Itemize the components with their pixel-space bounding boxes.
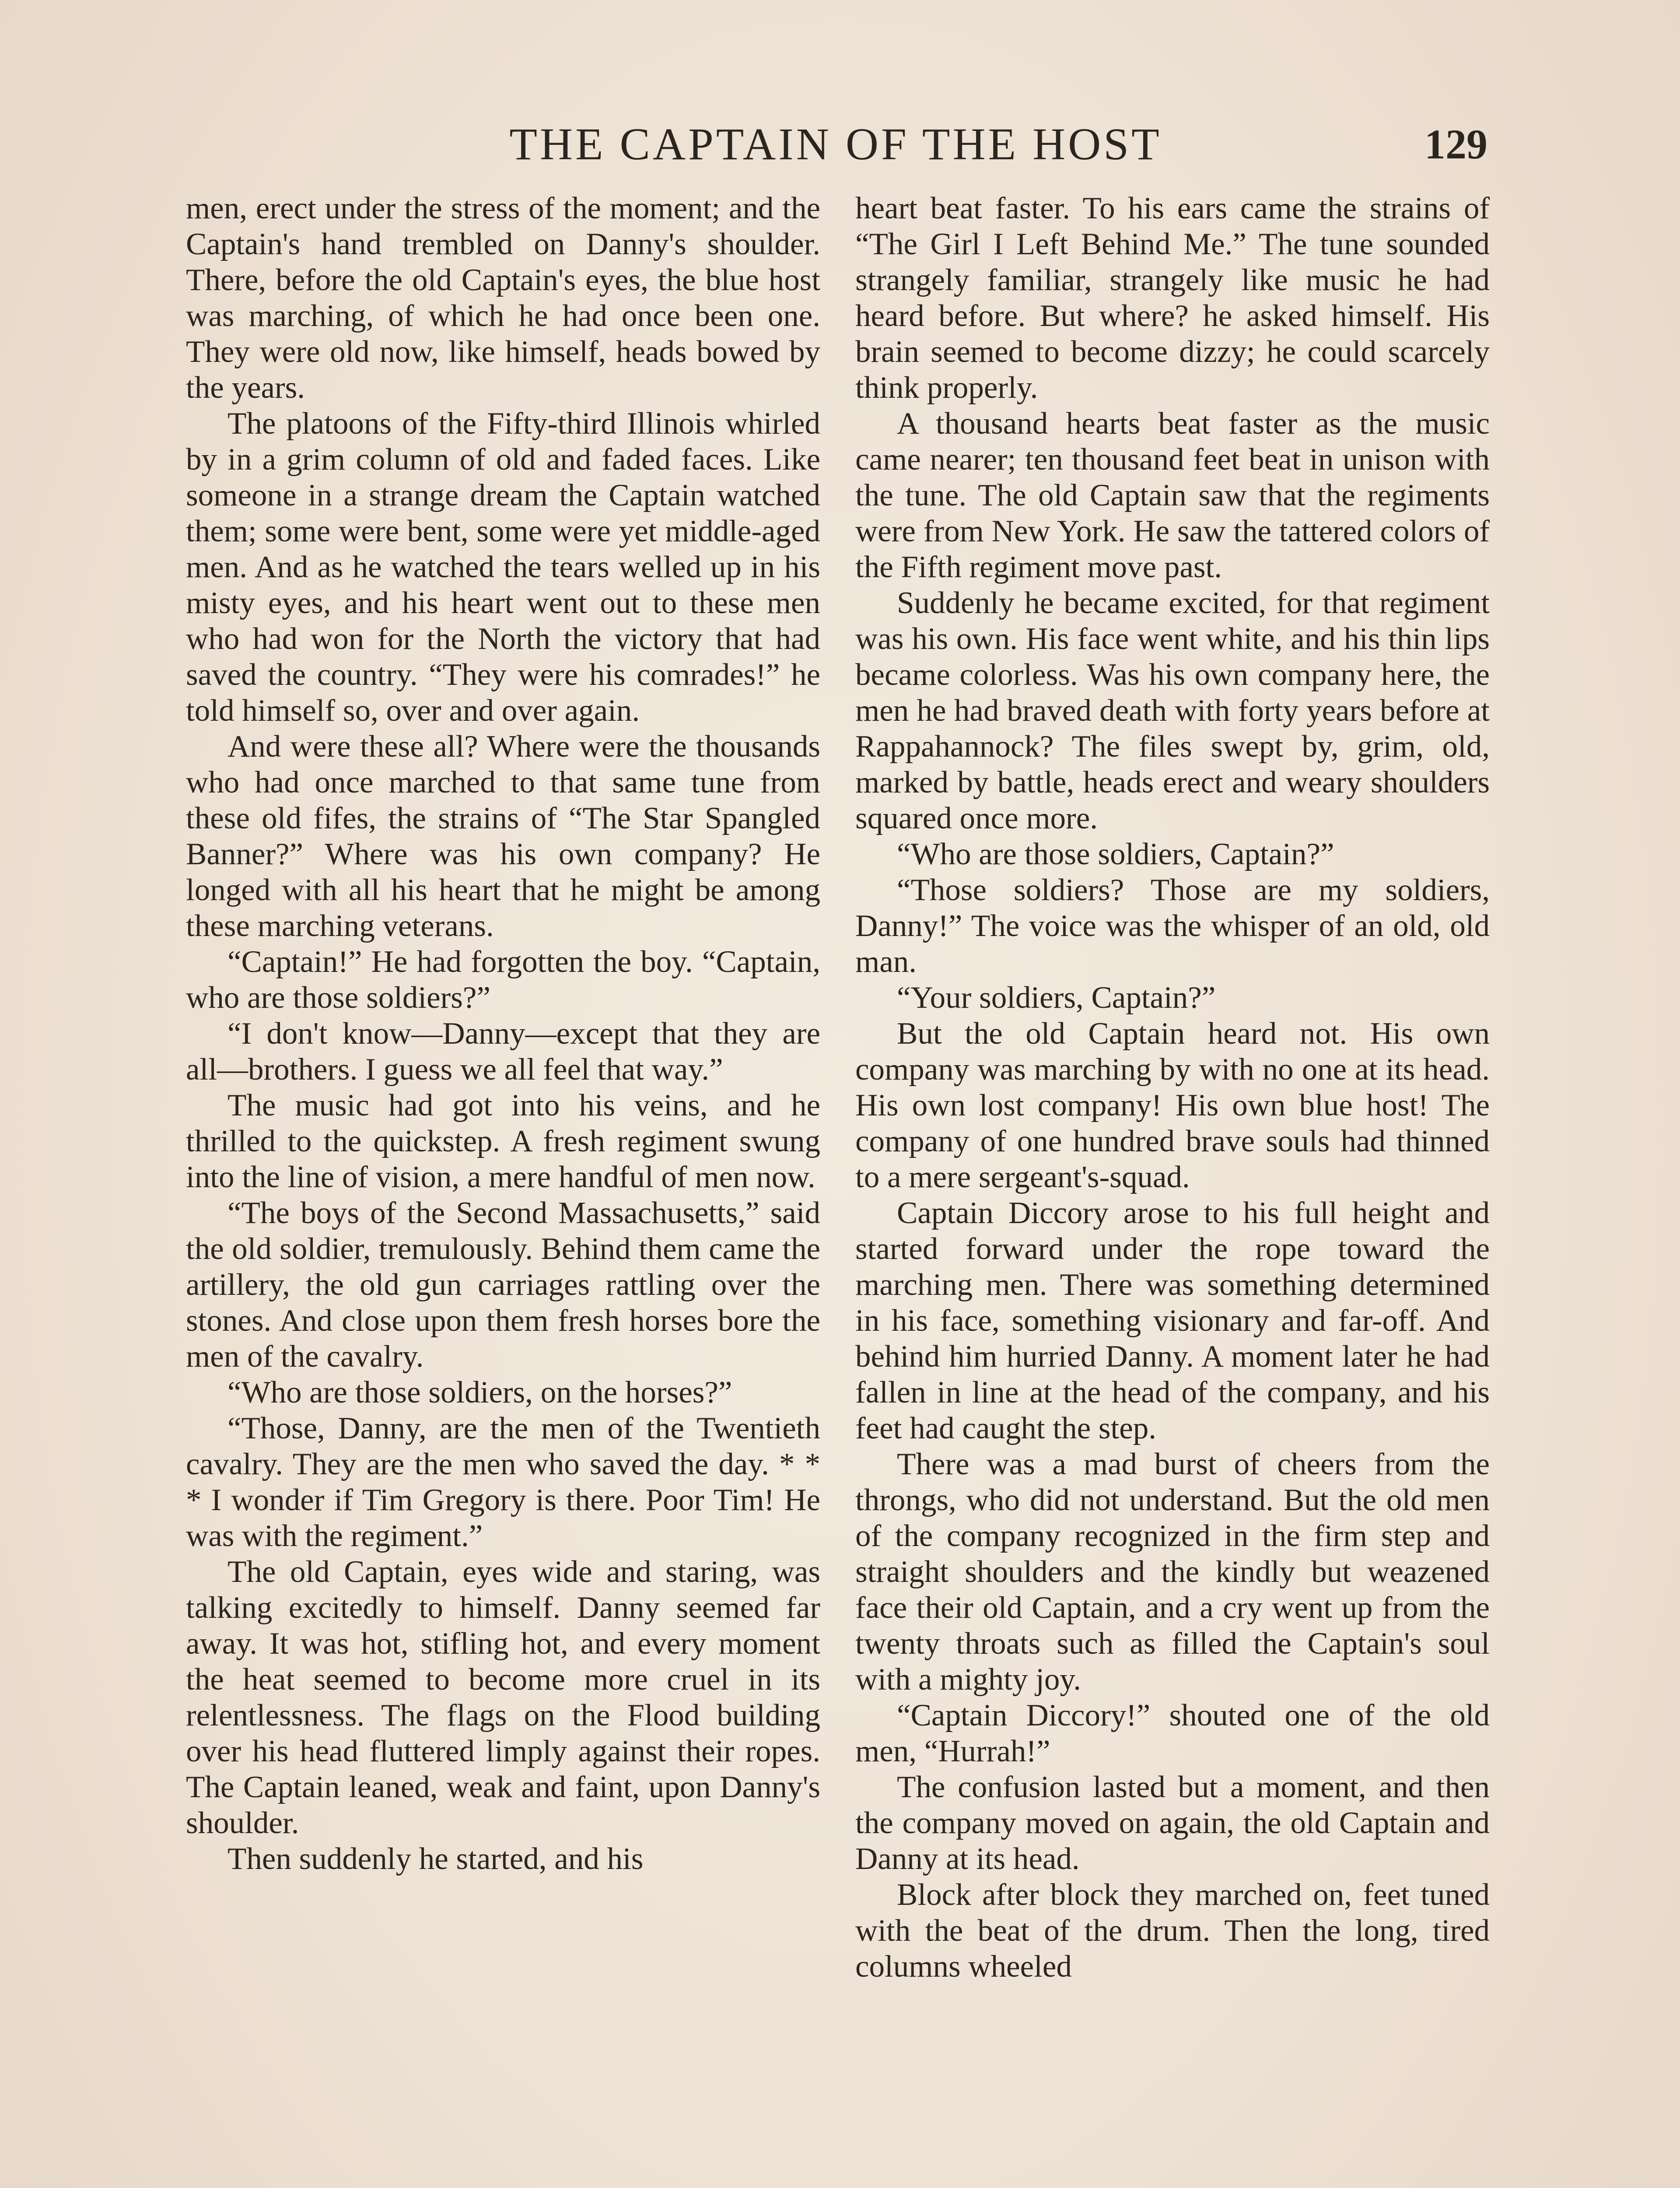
paragraph: “Those, Danny, are the men of the Twentieth cavalry. They are the men who saved the day. * * * I wonder if Tim Gregory is there. Poor Tim! He was with the regiment.” (186, 1411, 820, 1553)
paragraph: “Captain!” He had forgotten the boy. “Captain, who are those soldiers?” (186, 945, 820, 1015)
paragraph: “Your soldiers, Captain?” (897, 981, 1216, 1015)
paragraph: “Captain Diccory!” shouted one of the old men, “Hurrah!” (855, 1698, 1490, 1768)
right-column (855, 190, 1490, 1985)
paragraph: Suddenly he became excited, for that regiment was his own. His face went white, and his thin lips became colorless. Was his own company here, the men he had braved death with forty years before at Rappahannock? The files swept by, grim, old, marked by battle, heads erect and weary shoulders squared once more. (855, 586, 1490, 835)
page-number: 129 (1424, 121, 1488, 168)
paragraph: Then suddenly he started, and his (228, 1842, 644, 1876)
paragraph: “Who are those soldiers, Captain?” (897, 837, 1334, 871)
paragraph: The music had got into his veins, and he thrilled to the quickstep. A fresh regiment swung into the line of vision, a mere handful of men now. (186, 1088, 820, 1194)
paragraph: men, erect under the stress of the moment; and the Captain's hand trembled on Danny's shoulder. There, before the old Captain's eyes, the blue host was marching, of which he had once been one. They were old now, like himself, heads bowed by the years. (186, 191, 820, 405)
paragraph: But the old Captain heard not. His own company was marching by with no one at its head. His own lost company! His own blue host! The company of one hundred brave souls had thinned to a mere sergeant's-squad. (855, 1017, 1490, 1194)
paragraph: The platoons of the Fifty-third Illinois whirled by in a grim column of old and faded faces. Like someone in a strange dream the Captain watched them; some were bent, some were yet middle-aged men. And as he watched the tears welled up in his misty eyes, and his heart went out to these men who had won for the North the victory that had saved the country. “They were his comrades!” he told himself so, over and over again. (186, 407, 820, 728)
running-title: THE CAPTAIN OF THE HOST (509, 119, 1162, 169)
paragraph: The confusion lasted but a moment, and then the company moved on again, the old Captain and Danny at its head. (855, 1770, 1490, 1876)
paragraph: heart beat faster. To his ears came the strains of “The Girl I Left Behind Me.” The tune sounded strangely familiar, strangely like music he had heard before. But where? he asked himself. His brain seemed to become dizzy; he could scarcely think properly. (855, 191, 1490, 405)
left-column (186, 190, 820, 1877)
paragraph: Captain Diccory arose to his full height and started forward under the rope toward the marching men. There was something determined in his face, something visionary and far-off. And behind him hurried Danny. A moment later he had fallen in line at the head of the company, and his feet had caught the step. (855, 1196, 1490, 1445)
page-header (184, 116, 1488, 173)
paragraph: And were these all? Where were the thousands who had once marched to that same tune from these old fifes, the strains of “The Star Spangled Banner?” Where was his own company? He longed with all his heart that he might be among these marching veterans. (186, 729, 820, 943)
paragraph: The old Captain, eyes wide and staring, was talking excitedly to himself. Danny seemed far away. It was hot, stifling hot, and every moment the heat seemed to become more cruel in its relentlessness. The flags on the Flood building over his head fluttered limply against their ropes. The Captain leaned, weak and faint, upon Danny's shoulder. (186, 1555, 820, 1840)
paragraph: Block after block they marched on, feet tuned with the beat of the drum. Then the long, tired columns wheeled (855, 1878, 1490, 1984)
paragraph: A thousand hearts beat faster as the music came nearer; ten thousand feet beat in unison with the tune. The old Captain saw that the regiments were from New York. He saw the tattered colors of the Fifth regiment move past. (855, 407, 1490, 584)
paragraph: “Those soldiers? Those are my soldiers, Danny!” The voice was the whisper of an old, old man. (855, 873, 1490, 979)
paragraph: “Who are those soldiers, on the horses?” (228, 1375, 732, 1410)
paragraph: “I don't know—Danny—except that they are all—brothers. I guess we all feel that way.” (186, 1017, 820, 1087)
paragraph: “The boys of the Second Massachusetts,” said the old soldier, tremulously. Behind them came the artillery, the old gun carriages rattling over the stones. And close upon them fresh horses bore the men of the cavalry. (186, 1196, 820, 1374)
paragraph: There was a mad burst of cheers from the throngs, who did not understand. But the old men of the company recognized in the firm step and straight shoulders and the kindly but weazened face their old Captain, and a cry went up from the twenty throats such as filled the Captain's soul with a mighty joy. (855, 1447, 1490, 1697)
